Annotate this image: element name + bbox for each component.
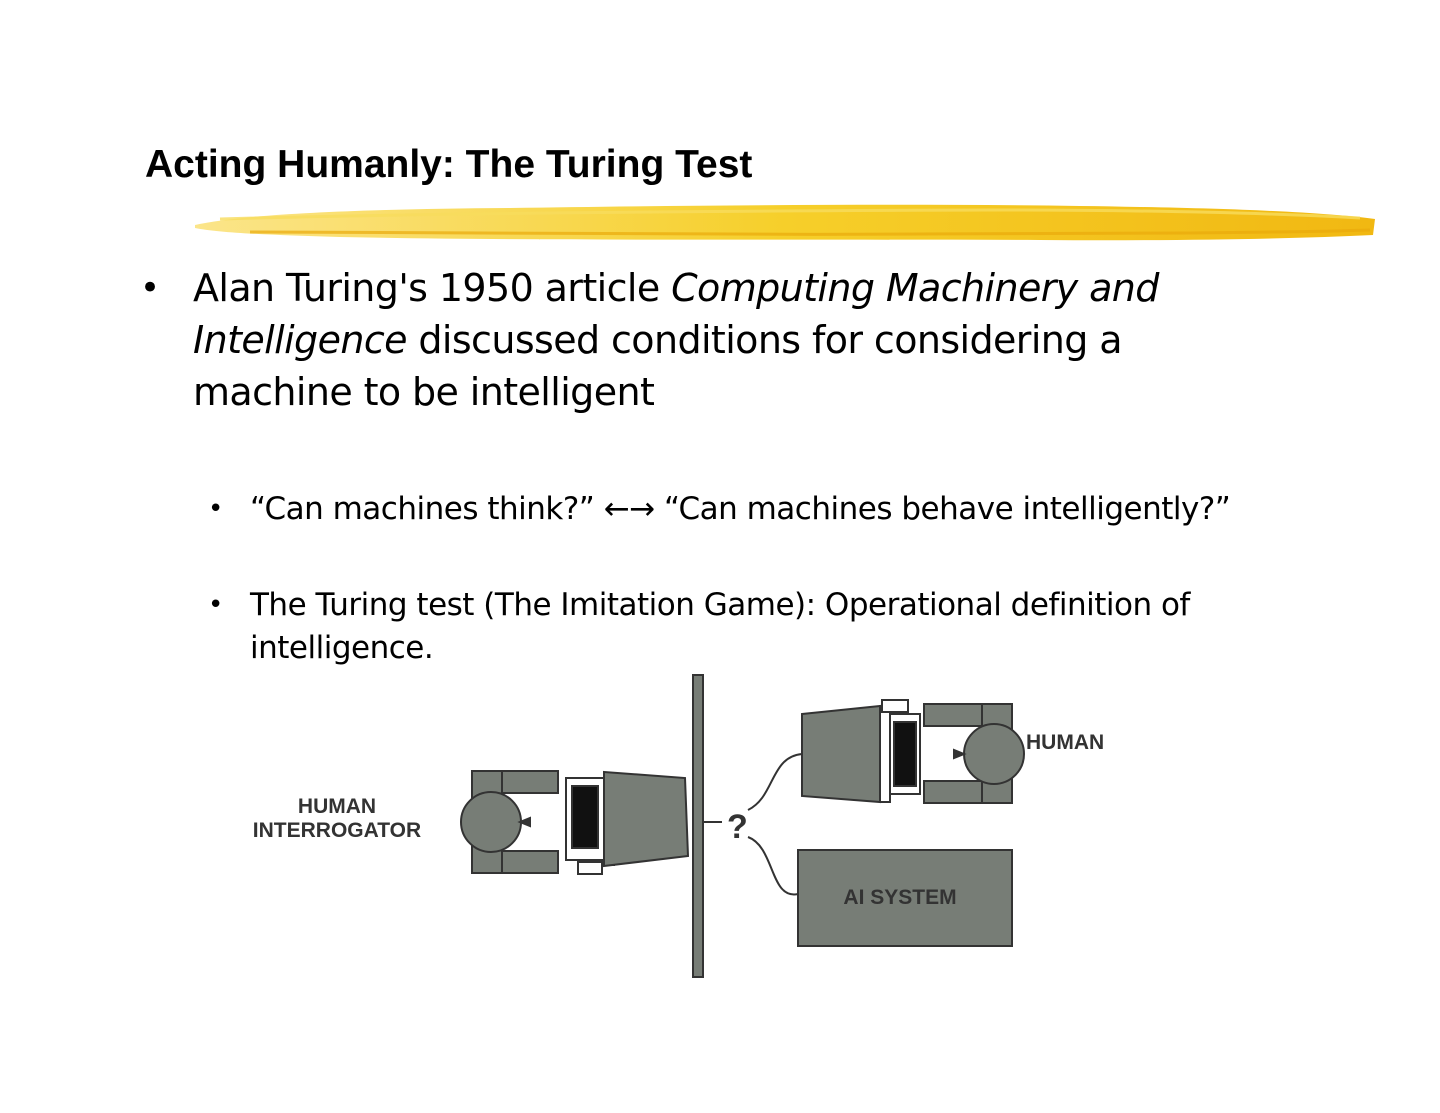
svg-text:INTERROGATOR: INTERROGATOR [252,819,422,842]
interrogator-label [253,795,421,842]
interrogator-figure [461,771,558,873]
human-label: HUMAN [1026,731,1105,754]
bullet-dot: • [140,268,160,308]
slide-title: Acting Humanly: The Turing Test [145,143,753,186]
human-terminal [802,700,920,802]
sub-bullet-text: The Turing test (The Imitation Game): Operational definition of intelligence. [250,587,1190,666]
main-bullet-text: Alan Turing's 1950 article Computing Machinery and Intelligence discussed conditions for considering a machine to be intelligent [193,266,1159,414]
human-figure [924,704,1024,803]
bullet-dot: • [208,494,223,524]
main-bullet [140,262,1270,418]
ai-system-label: AI SYSTEM [843,886,957,909]
question-mark: ? [727,808,748,846]
divider-wall [693,675,703,977]
turing-test-diagram [230,672,1150,982]
sub-bullet-text: “Can machines think?” ←→ “Can machines behave intelligently?” [250,491,1231,527]
bullet-dot: • [208,590,223,620]
svg-text:HUMAN: HUMAN [297,795,377,818]
interrogator-terminal [566,772,688,874]
article-title: Computing Machinery and Intelligence [193,266,1159,362]
sub-bullet [208,584,1308,670]
yellow-brush-stroke [190,195,1380,245]
sub-bullet [208,488,1308,531]
